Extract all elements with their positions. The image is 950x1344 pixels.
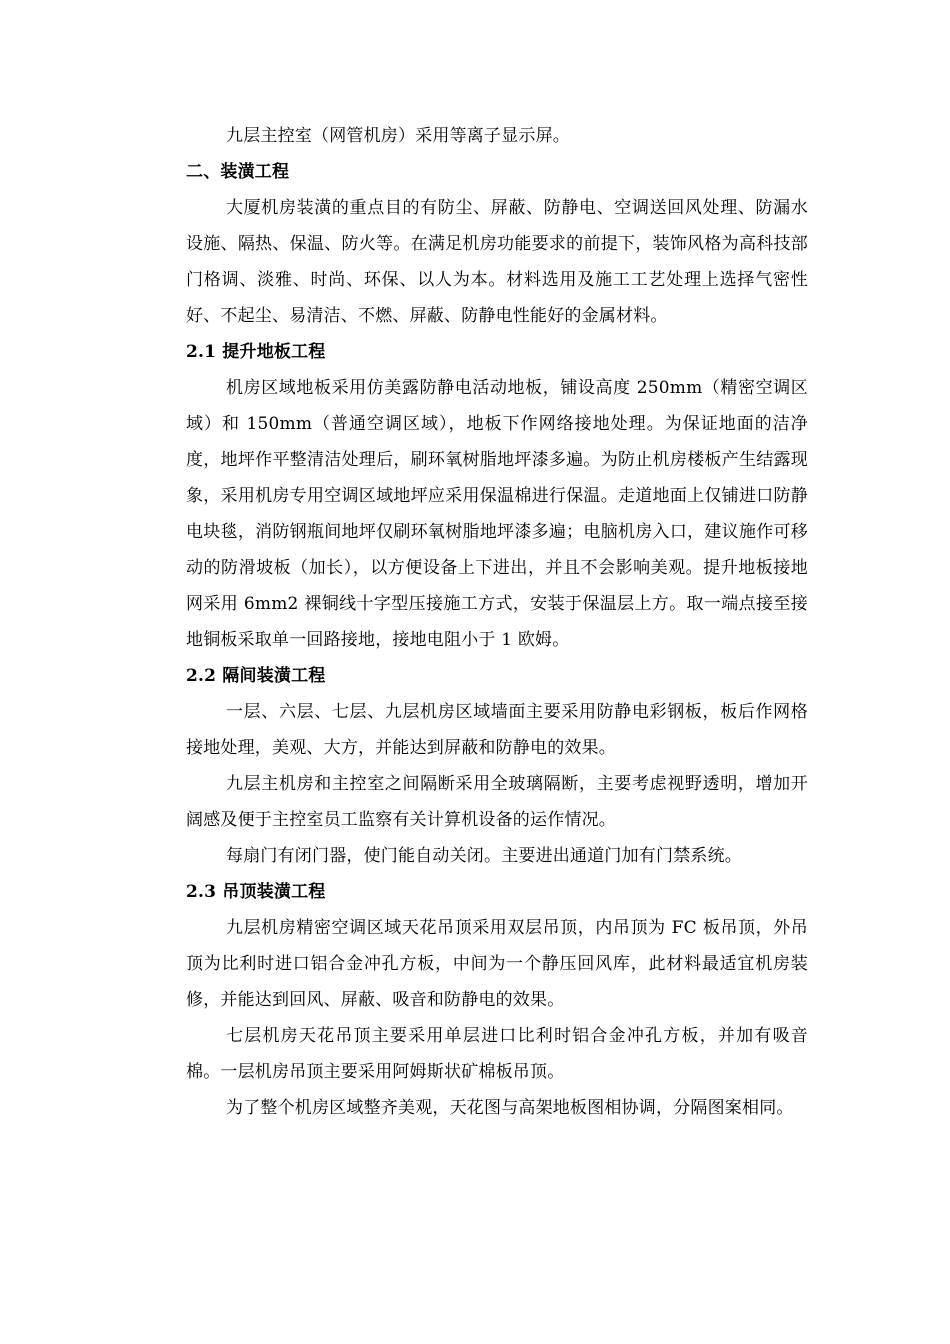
paragraph-plasma-display: 九层主控室（网管机房）采用等离子显示屏。 [226,126,570,146]
document-body [186,118,808,1126]
paragraph-partition-walls: 一层、六层、七层、九层机房区域墙面主要采用防静电彩钢板，板后作网格接地处理，美观、大方，并能达到屏蔽和防静电的效果。 [186,702,808,758]
subsection-heading-raised-floor: 2.1 提升地板工程 [186,342,326,362]
paragraph-ninth-floor-ceiling: 九层机房精密空调区域天花吊顶采用双层吊顶，内吊顶为 FC 板吊顶，外吊顶为比利时进口铝合金冲孔方板，中间为一个静压回风库，此材料最适宜机房装修，并能达到回风、屏蔽、吸音和防静电的效果。 [186,918,808,1010]
section-heading-decoration: 二、装潢工程 [186,162,290,182]
paragraph-raised-floor: 机房区域地板采用仿美露防静电活动地板，铺设高度 250mm（精密空调区域）和 150mm（普通空调区域），地板下作网络接地处理。为保证地面的洁净度，地坪作平整清洁处理后，刷环氧树脂地坪漆多遍。为防止机房楼板产生结露现象，采用机房专用空调区域地坪应采用保温棉进行保温。走道地面上仅铺进口防静电块毯，消防钢瓶间地坪仅刷环氧树脂地坪漆多遍；电脑机房入口，建议施作可移动的防滑坡板（加长），以方便设备上下进出，并且不会影响美观。提升地板接地网采用 6mm2 裸铜线十字型压接施工方式，安装于保温层上方。取一端点接至接地铜板采取单一回路接地，接地电阻小于 1 欧姆。 [186,378,808,650]
paragraph-seventh-floor-ceiling: 七层机房天花吊顶主要采用单层进口比利时铝合金冲孔方板，并加有吸音棉。一层机房吊顶主要采用阿姆斯状矿棉板吊顶。 [186,1026,808,1082]
paragraph-ceiling-coordination: 为了整个机房区域整齐美观，天花图与高架地板图相协调，分隔图案相同。 [226,1098,794,1118]
paragraph-door-closers: 每扇门有闭门器，使门能自动关闭。主要进出通道门加有门禁系统。 [226,846,742,866]
subsection-heading-ceiling: 2.3 吊顶装潢工程 [186,882,326,902]
paragraph-glass-partition: 九层主机房和主控室之间隔断采用全玻璃隔断，主要考虑视野透明，增加开阔感及便于主控室员工监察有关计算机设备的运作情况。 [186,774,808,830]
paragraph-decoration-overview: 大厦机房装潢的重点目的有防尘、屏蔽、防静电、空调送回风处理、防漏水设施、隔热、保温、防火等。在满足机房功能要求的前提下，装饰风格为高科技部门格调、淡雅、时尚、环保、以人为本。材料选用及施工工艺处理上选择气密性好、不起尘、易清洁、不燃、屏蔽、防静电性能好的金属材料。 [186,198,808,326]
subsection-heading-partition: 2.2 隔间装潢工程 [186,666,326,686]
